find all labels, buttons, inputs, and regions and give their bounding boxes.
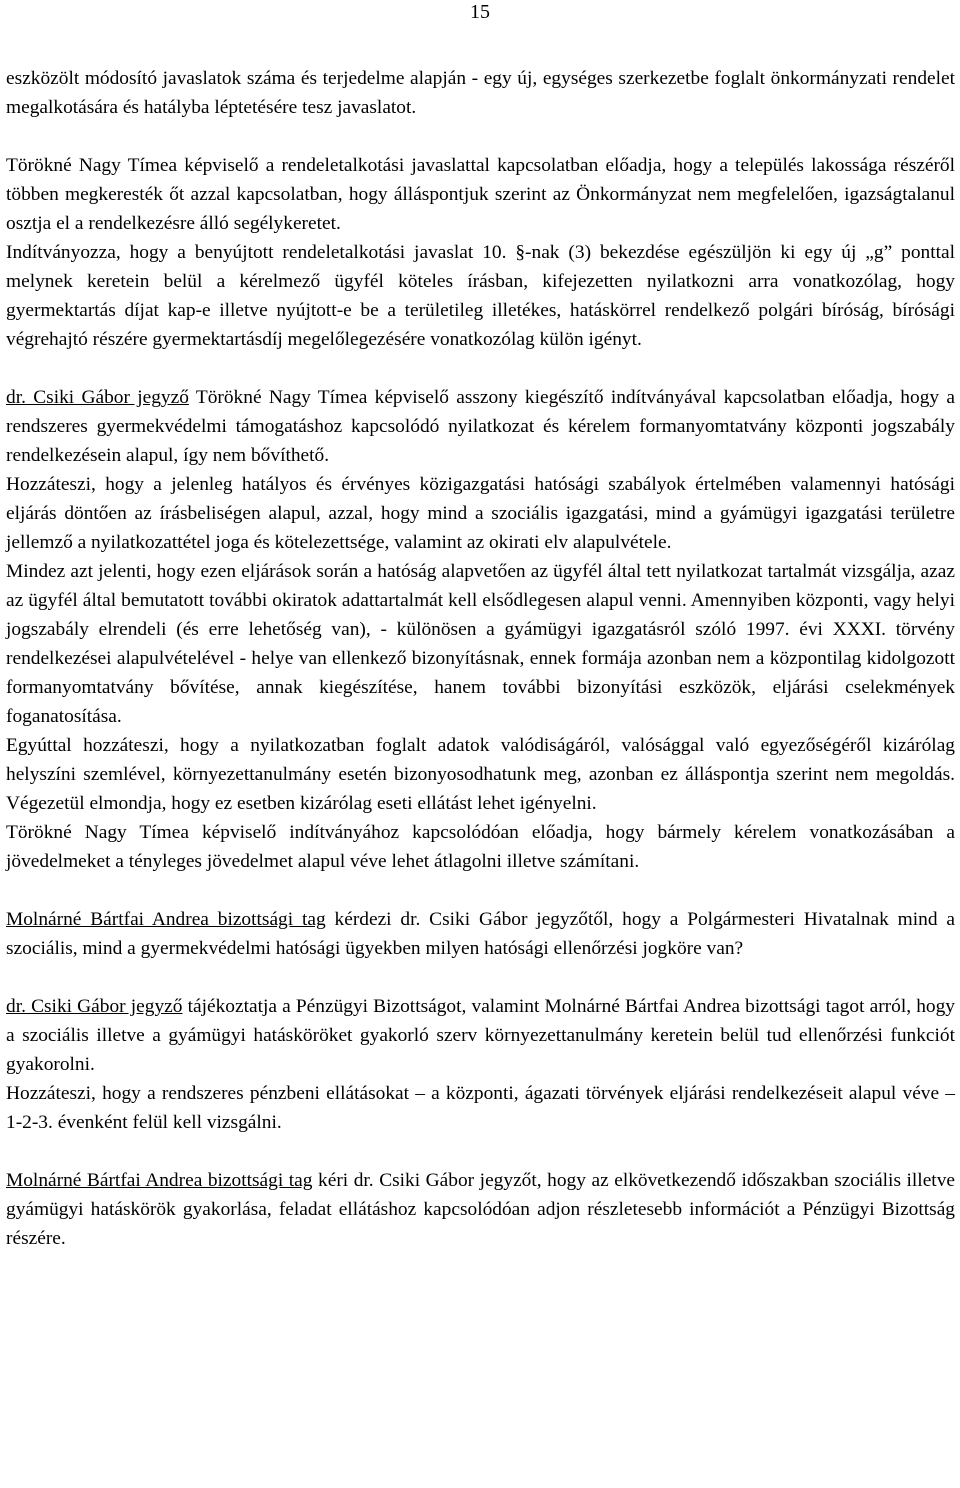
paragraph-1: eszközölt módosító javaslatok száma és terjedelme alapján - egy új, egységes szerkezetbe foglalt önkormányzati rendelet megalkotására és hatályba léptetésére tesz javaslatot. bbox=[6, 68, 955, 118]
paragraph-5: Hozzáteszi, hogy a jelenleg hatályos és érvényes közigazgatási hatósági szabályok értelmében valamennyi hatósági eljárás döntően az írásbeliségen alapul, azzal, hogy mind a szociális igazgatási, mind a gyámügyi igazgatási területre jellemző a nyilatkozattétel joga és kötelezettsége, valamint az okirati elv alapulvétele. bbox=[6, 474, 955, 553]
paragraph-11: Hozzáteszi, hogy a rendszeres pénzbeni ellátásokat – a központi, ágazati törvények eljárási rendelkezéseit alapul véve – 1-2-3. évenként felül kell vizsgálni. bbox=[6, 1083, 955, 1133]
document-body bbox=[6, 64, 955, 1253]
speaker-name: dr. Csiki Gábor jegyző bbox=[6, 387, 189, 408]
paragraph-gap bbox=[6, 876, 955, 905]
paragraph-text: tájékoztatja a Pénzügyi Bizottságot, valamint Molnárné Bártfai Andrea bizottsági tagot arról, hogy a szociális illetve a gyámügyi hatásköröket gyakorló szerv környezettanulmány keretein belül tud ellenőrzési funkciót gyakorolni. bbox=[6, 996, 955, 1075]
paragraph-10 bbox=[6, 992, 955, 1079]
paragraph-9 bbox=[6, 905, 955, 963]
speaker-name: Molnárné Bártfai Andrea bizottsági tag bbox=[6, 1170, 313, 1191]
speaker-name: dr. Csiki Gábor jegyző bbox=[6, 996, 183, 1017]
paragraph-gap bbox=[6, 963, 955, 992]
page-number: 15 bbox=[470, 1, 490, 23]
paragraph-gap bbox=[6, 122, 955, 151]
paragraph-12 bbox=[6, 1166, 955, 1253]
paragraph-7: Egyúttal hozzáteszi, hogy a nyilatkozatban foglalt adatok valódiságáról, valósággal való egyezőségéről kizárólag helyszíni szemlével, környezettanulmány esetén bizonyosodhatunk meg, azonban ez álláspontja szerint nem megoldás. Végezetül elmondja, hogy ez esetben kizárólag eseti ellátást lehet igényelni. bbox=[6, 735, 955, 814]
paragraph-3: Indítványozza, hogy a benyújtott rendeletalkotási javaslat 10. §-nak (3) bekezdése egészüljön ki egy új „g” ponttal melynek keretein belül a kérelmező ügyfél köteles írásban, kifejezetten nyilatkozni arra vonatkozólag, hogy gyermektartás díjat kap-e illetve nyújtott-e be a területileg illetékes, hatáskörrel rendelkező polgári bíróság, bírósági végrehajtó részére gyermektartásdíj megelőlegezésére vonatkozólag külön igényt. bbox=[6, 242, 955, 350]
paragraph-gap bbox=[6, 1137, 955, 1166]
paragraph-gap bbox=[6, 354, 955, 383]
paragraph-2: Törökné Nagy Tímea képviselő a rendeletalkotási javaslattal kapcsolatban előadja, hogy a település lakossága részéről többen megkeresték őt azzal kapcsolatban, hogy álláspontjuk szerint az Önkormányzat nem megfelelően, igazságtalanul osztja el a rendelkezésre álló segélykeretet. bbox=[6, 155, 955, 234]
paragraph-4 bbox=[6, 383, 955, 470]
paragraph-text: kéri dr. Csiki Gábor jegyzőt, hogy az elkövetkezendő időszakban szociális illetve gyámügyi hatáskörök gyakorlása, feladat ellátáshoz kapcsolódóan adjon részletesebb információt a Pénzügyi Bizottság részére. bbox=[6, 1170, 955, 1249]
paragraph-8: Törökné Nagy Tímea képviselő indítványához kapcsolódóan előadja, hogy bármely kérelem vonatkozásában a jövedelmeket a tényleges jövedelmet alapul véve lehet átlagolni illetve számítani. bbox=[6, 822, 955, 872]
paragraph-text: Törökné Nagy Tímea képviselő asszony kiegészítő indítványával kapcsolatban előadja, hogy a rendszeres gyermekvédelmi támogatáshoz kapcsolódó nyilatkozat és kérelem formanyomtatvány központi jogszabály rendelkezésein alapul, így nem bővíthető. bbox=[6, 387, 955, 466]
paragraph-text: kérdezi dr. Csiki Gábor jegyzőtől, hogy a Polgármesteri Hivatalnak mind a szociális, mind a gyermekvédelmi hatósági ügyekben milyen hatósági ellenőrzési jogköre van? bbox=[6, 909, 955, 959]
paragraph-6: Mindez azt jelenti, hogy ezen eljárások során a hatóság alapvetően az ügyfél által tett nyilatkozat tartalmát vizsgálja, azaz az ügyfél által bemutatott további okiratok adattartalmát kell elsődlegesen alapul venni. Amennyiben központi, vagy helyi jogszabály elrendeli (és erre lehetőség van), - különösen a gyámügyi igazgatásról szóló 1997. évi XXXI. törvény rendelkezései alapulvételével - helye van ellenkező bizonyításnak, ennek formája azonban nem a központilag kidolgozott formanyomtatvány bővítése, annak kiegészítése, hanem további bizonyítási eszközök, eljárási cselekmények foganatosítása. bbox=[6, 561, 955, 727]
speaker-name: Molnárné Bártfai Andrea bizottsági tag bbox=[6, 909, 326, 930]
